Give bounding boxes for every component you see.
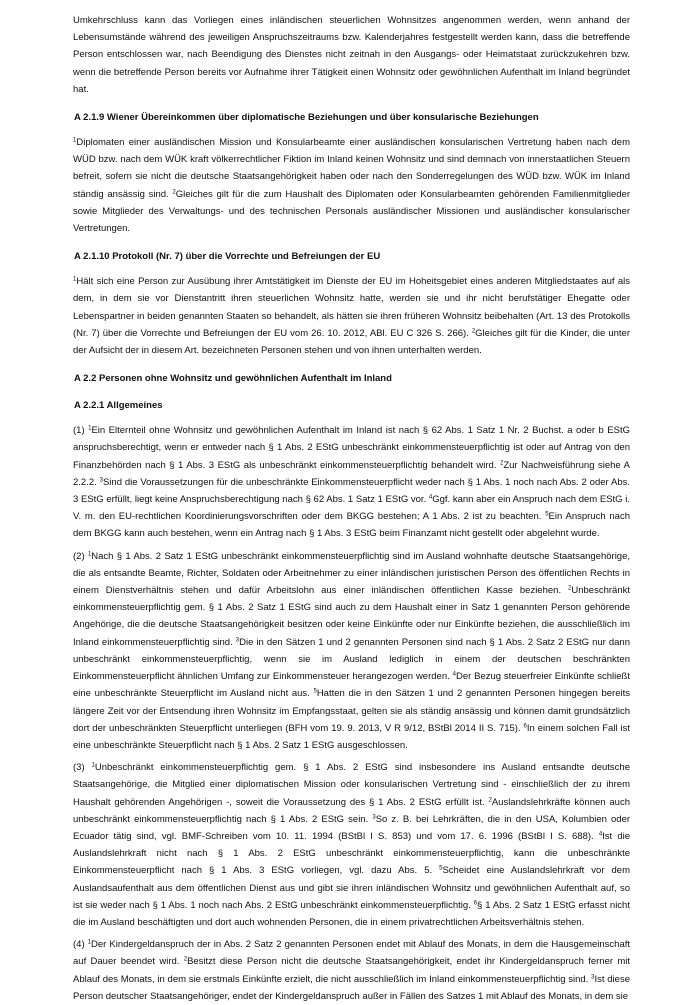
sentence-number: 6 [473,900,478,907]
sentence-number: 1 [87,551,92,558]
text-run: Besitzt diese Person nicht die deutsche Staatsangehörigkeit, endet ihr Kindergeldanspruch ferner mit Ablauf des Monats, in dem sie erstmals Einkünfte erzielt, die nicht ausschließlich im Inland einkommensteuerpflichtig sind. [73,956,630,985]
sentence-number: 3 [591,974,595,981]
text-run: Scheidet eine Auslandslehrkraft vor dem Auslandsaufenthalt aus dem öffentlichen Dienst aus und gibt sie ihren inländischen Wohnsitz und gewöhnlichen Aufenthalt auf, so ist sie weder nach § 1 Abs. 1 noch nach Abs. 2 EStG unbeschränkt einkommensteuerpflichtig. [73,865,630,911]
sentence-number: 1 [87,939,92,946]
text-run: (4) [73,939,88,951]
sentence-number: 3 [235,637,240,644]
sentence-number: 5 [439,865,443,872]
text-run: Umkehrschluss kann das Vorliegen eines inländischen steuerlichen Wohnsitzes angenommen werden, wenn anhand der Lebensumstände während des jeweiligen Anspruchszeitraums bzw. Kalenderjahres festgestellt werden kann, dass die betreffende Person entschlossen war, nach Beendigung des Dienstes nicht zeitnah in den Ausgangs- oder Heimatstaat zurückzukehren bzw. wenn die betreffende Person bereits vor Aufnahme ihrer Tätigkeit einen Wohnsitz oder gewöhnlichen Aufenthalt im Inland begründet hat. [73,15,630,95]
text-run: Ggf. kann aber ein Anspruch nach dem EStG i. V. m. den EU-rechtlichen Koordinierungsvorschriften oder dem BKGG bestehen; A 1 Abs. 2 ist zu beachten. [73,494,630,523]
heading-a-2-2: A 2.2 Personen ohne Wohnsitz und gewöhnlichen Aufenthalt im Inland [74,373,392,385]
text-run: Ist die Auslandslehrkraft nicht nach § 1 Abs. 2 EStG unbeschränkt einkommensteuerpflichtig, kann die unbeschränkte Einkommensteuerpflicht nach § 1 Abs. 3 EStG vorliegen, vgl. dazu Abs. 5. [73,830,631,877]
paragraph-absatz-3 [73,759,630,931]
paragraph-absatz-2 [73,548,630,754]
sentence-number: 2 [499,460,504,467]
text-run: Diplomaten einer ausländischen Mission und Konsularbeamte einer ausländischen konsularischen Vertretung haben nach dem WÜD bzw. nach dem WÜK kraft völkerrechtlicher Fiktion im Inland keinen Wohnsitz und sind demnach von innerstaatlichen Steuern befreit, sofern sie nicht die deutsche Staatsangehörigkeit haben oder nach den Sonderregelungen des WÜD bzw. WÜK im Inland ständig ansässig sind. [73,137,630,200]
text-run: Gleiches gilt für die zum Haushalt des Diplomaten oder Konsularbeamten gehörenden Familienmitglieder sowie Mitglieder des Verwaltungs- und des technischen Personals ausländischer Missionen und ausländischer konsularischer Vertretungen. [73,188,630,235]
text-run: Zur Nachweisführung siehe A 2.2.2. [73,459,630,488]
sentence-number: 2 [488,797,492,804]
text-run: Ein Anspruch nach dem BKGG kann auch bestehen, wenn ein Antrag nach § 1 Abs. 3 EStG beim Finanzamt nicht gestellt oder abgelehnt wurde. [73,511,630,540]
paragraph-a-2-1-9 [73,134,630,237]
sentence-number: 1 [91,762,95,769]
sentence-number: 1 [73,137,77,144]
text-run: Die in den Sätzen 1 und 2 genannten Personen sind nach § 1 Abs. 2 Satz 2 EStG nur dann unbeschränkt einkommensteuerpflichtig, wenn sie im Ausland lediglich in einem der deutschen beschränkten Einkommensteuerpflicht ähnlichen Umfang zur Einkommensteuer herangezogen werden. [73,636,630,683]
sentence-number: 4 [428,494,433,501]
text-run: Hatten die in den Sätzen 1 und 2 genannten Personen hingegen bereits längere Zeit vor der Entsendung ihren Wohnsitz im Empfangsstaat, gelten sie als ständig ansässig und können damit grundsätzlich dort der unbeschränkten Steuerpflicht unterliegen (BFH vom 19. 9. 2013, V R 9/12, BStBl 2014 II S. 715). [73,688,631,734]
text-run: Hält sich eine Person zur Ausübung ihrer Amtstätigkeit im Dienste der EU im Hoheitsgebiet eines anderen Mitgliedstaates auf als dem, in dem sie vor Dienstantritt ihren steuerlichen Wohnsitz hatte, werden sie und ihr nicht berufstätiger Ehegatte oder Lebenspartner in beiden genannten Staaten so behandelt, als hätten sie ihren früheren Wohnsitz beibehalten (Art. 13 des Protokolls (Nr. 7) über die Vorrechte und Befreiungen der EU vom 26. 10. 2012, ABl. EU C 326 S. 266). [73,276,630,339]
text-run: Ein Elternteil ohne Wohnsitz und gewöhnlichen Aufenthalt im Inland ist nach § 62 Abs. 1 Satz 1 Nr. 2 Buchst. a oder b EStG anspruchsberechtigt, wenn er entweder nach § 1 Abs. 2 EStG unbeschränkt einkommensteuerpflichtig ist oder auf Antrag von den Finanzbehörden nach § 1 Abs. 3 EStG als unbeschränkt einkommensteuerpflichtig behandelt wird. [73,425,630,471]
sentence-number: 3 [99,477,103,484]
text-run: (2) [73,550,88,562]
text-run: In einem solchen Fall ist eine unbeschränkte Steuerpflicht nach § 1 Abs. 2 Satz 1 EStG ausgeschlossen. [73,722,630,751]
text-run: Unbeschränkt einkommensteuerpflichtig gem. § 1 Abs. 2 EStG sind insbesondere ins Ausland entsandte deutsche Staatsangehörige, die Mitglied einer diplomatischen Mission oder konsularischen Vertretung sind - einschließlich der zu ihrem Haushalt gehörenden Angehörigen -, soweit die Voraussetzung des § 1 Abs. 2 EStG erfüllt ist. [73,762,630,808]
sentence-number: 2 [172,189,176,196]
paragraph-umkehrschluss [73,12,630,98]
text-run: Ist diese Person deutscher Staatsangehöriger, endet der Kindergeldanspruch außer in Fällen des Satzes 1 mit Ablauf des Monats, in dem sie [73,973,630,1002]
text-run: (1) [73,425,89,437]
heading-a-2-2-1: A 2.2.1 Allgemeines [74,400,163,412]
text-run: Der Kindergeldanspruch der in Abs. 2 Satz 2 genannten Personen endet mit Ablauf des Monats, in dem die Hausgemeinschaft auf Dauer beendet wird. [73,939,631,968]
paragraph-absatz-4 [73,936,630,1005]
sentence-number: 1 [73,276,77,283]
text-run: Nach § 1 Abs. 2 Satz 1 EStG unbeschränkt einkommensteuerpflichtig sind im Ausland wohnhafte deutsche Staatsangehörige, die als entsandte Beamte, Richter, Soldaten oder Arbeitnehmer zu einer inländischen juristischen Person des öffentlichen Rechts in einem Dienstverhältnis stehen und dafür Arbeitslohn aus einer inländischen öffentlichen Kasse beziehen. [73,550,631,597]
heading-a-2-1-9: A 2.1.9 Wiener Übereinkommen über diplomatische Beziehungen und über konsularische Beziehungen [74,112,539,124]
text-run: Sind die Voraussetzungen für die unbeschränkte Einkommensteuerpflicht weder nach § 1 Abs. 1 noch nach Abs. 2 oder Abs. 3 EStG erfüllt, liegt keine Anspruchsberechtigung nach § 62 Abs. 1 Satz 1 EStG vor. [73,476,630,506]
text-run: Der Bezug steuerfreier Einkünfte schließt eine unbeschränkte Steuerpflicht im Ausland nicht aus. [73,671,631,700]
sentence-number: 2 [568,585,572,592]
heading-a-2-1-10: A 2.1.10 Protokoll (Nr. 7) über die Vorrechte und Befreiungen der EU [74,251,381,263]
text-run: Gleiches gilt für die Kinder, die unter der Aufsicht der in diesem Art. bezeichneten Personen stehen und von ihnen unterhalten werden. [73,327,630,357]
text-run: So z. B. bei Lehrkräften, die in den USA, Kolumbien oder Ecuador tätig sind, vgl. BMF-Schreiben vom 10. 11. 1994 (BStBl I S. 853) und vom 17. 6. 1996 (BStBl I S. 688). [73,813,631,842]
text-run: Auslandslehrkräfte können auch unbeschränkt einkommensteuerpflichtig nach § 1 Abs. 2 EStG sein. [73,796,631,825]
sentence-number: 4 [452,671,456,678]
sentence-number: 5 [313,688,317,695]
sentence-number: 5 [545,511,549,518]
text-run: Unbeschränkt einkommensteuerpflichtig gem. § 1 Abs. 2 Satz 1 EStG sind auch zu dem Haushalt einer in Satz 1 genannten Person gehörende Angehörige, die die deutsche Staatsangehörigkeit besitzen oder keine Einkünfte oder nur Einkünfte beziehen, die ausschließlich im Inland einkommensteuerpflichtig sind. [73,585,630,648]
sentence-number: 4 [598,831,603,838]
paragraph-a-2-1-10 [73,273,630,359]
sentence-number: 3 [372,814,376,821]
sentence-number: 6 [523,723,527,730]
sentence-number: 2 [471,328,476,335]
sentence-number: 1 [88,425,92,432]
paragraph-absatz-1 [73,422,630,542]
text-run: § 1 Abs. 2 Satz 1 EStG erfasst nicht die im Ausland beschäftigten und dort auch wohnenden Personen, die in einem privatrechtlichen Arbeitsverhältnis stehen. [73,899,630,928]
sentence-number: 2 [183,956,188,963]
text-run: (3) [73,762,92,774]
